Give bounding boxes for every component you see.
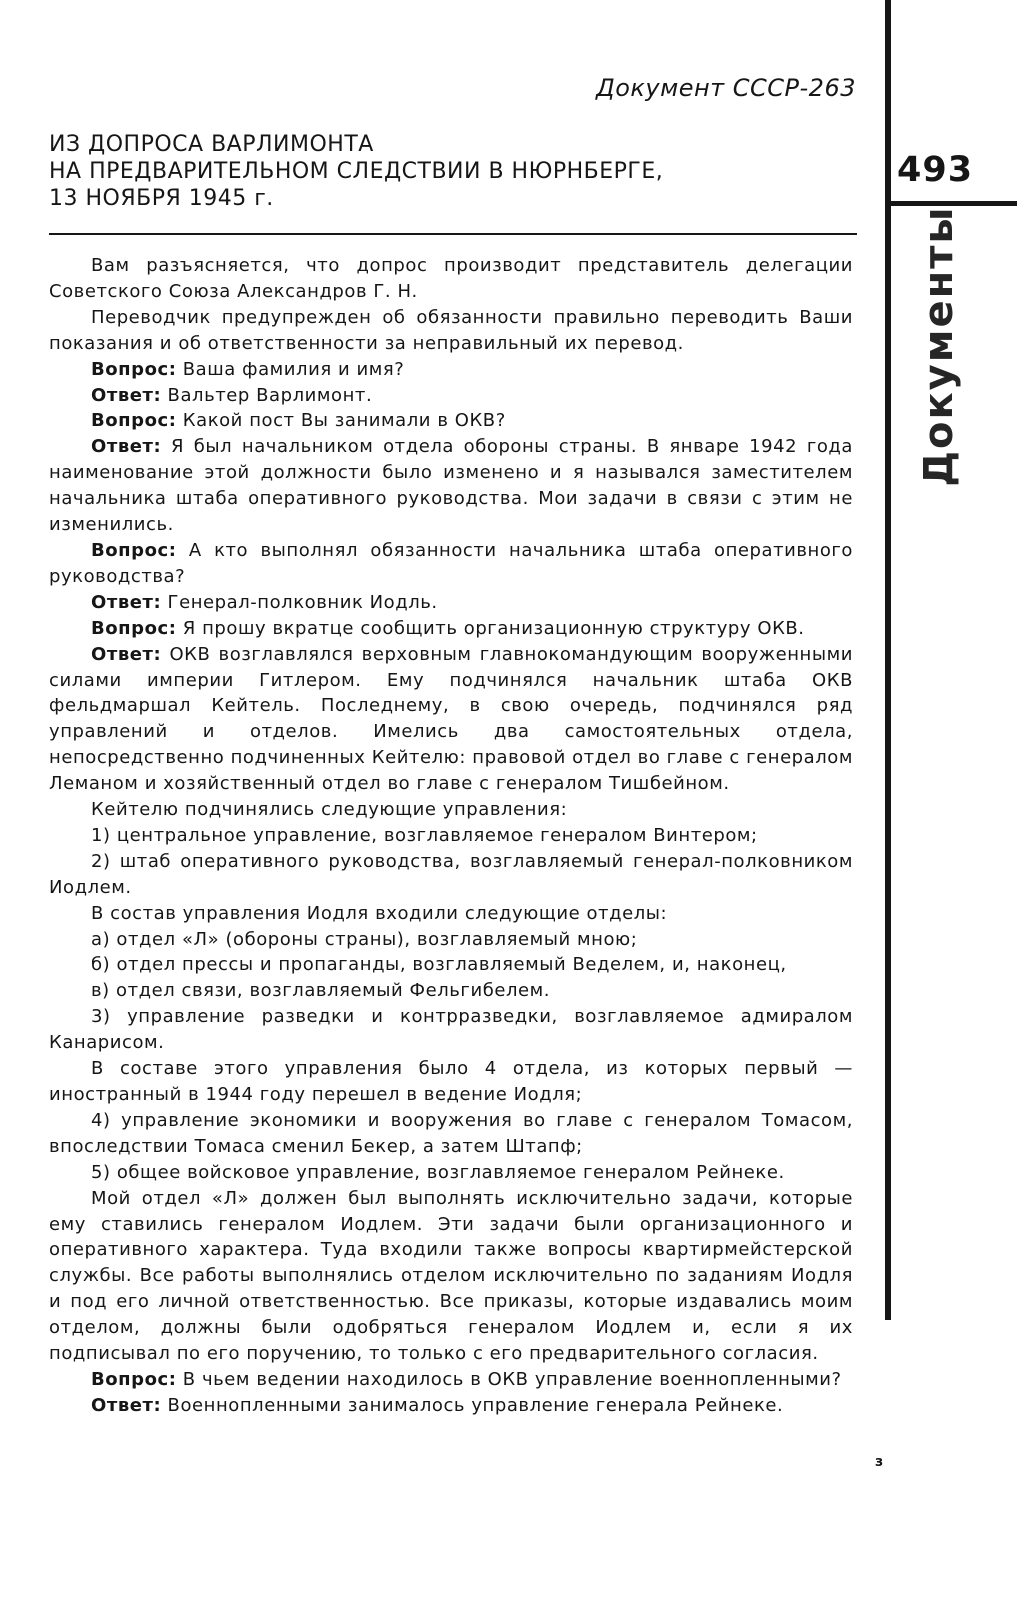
list-item: а) отдел «Л» (обороны страны), возглавляемый мною; [91, 928, 638, 950]
answer-label: Ответ: [91, 384, 162, 406]
list-item: 2) штаб оперативного руководства, возглавляемый генерал-полковником Иодлем. [49, 850, 853, 898]
title-line: 13 НОЯБРЯ 1945 г. [49, 186, 274, 211]
answer-label: Ответ: [91, 591, 162, 613]
question-label: Вопрос: [91, 539, 177, 561]
question-paragraph: Вопрос: А кто выполнял обязанности начальника штаба оперативного руководства? [49, 539, 853, 587]
answer-label: Ответ: [91, 643, 162, 665]
question-paragraph: Вопрос: В чьем ведении находилось в ОКВ управление военнопленными? [91, 1368, 842, 1390]
stray-mark: з [875, 1454, 884, 1470]
question-label: Вопрос: [91, 1368, 177, 1390]
document-reference: Документ СССР-263 [595, 74, 856, 102]
answer-paragraph: Ответ: Вальтер Варлимонт. [91, 384, 373, 406]
paragraph: В составе этого управления было 4 отдела, из которых первый — иностранный в 1944 году перешел в ведение Иодля; [49, 1058, 853, 1105]
paragraph: В состав управления Иодля входили следующие отделы: [91, 902, 668, 924]
question-paragraph: Вопрос: Какой пост Вы занимали в ОКВ? [91, 410, 506, 432]
title-line: ИЗ ДОПРОСА ВАРЛИМОНТА [49, 132, 374, 157]
margin-vertical-rule [885, 0, 891, 1320]
answer-label: Ответ: [91, 436, 162, 458]
list-item: 3) управление разведки и контрразведки, возглавляемое адмиралом Канарисом. [49, 1006, 853, 1054]
answer-paragraph: Ответ: ОКВ возглавлялся верховным главнокомандующим вооруженными силами империи Гитлером. Ему подчинялся начальник штаба ОКВ фельдмаршал Кейтель. Последнему, в свою очередь, подчинялся ряд управлений и отделов. Имелись два самостоятельных отдела, непосредственно подчиненных Кейтелю: правовой отдел во главе с генералом Леманом и хозяйственный отдел во главе с генералом Тишбейном. [49, 643, 853, 795]
question-label: Вопрос: [91, 410, 177, 432]
list-item: в) отдел связи, возглавляемый Фельгибелем. [91, 980, 551, 1002]
answer-paragraph: Ответ: Я был начальником отдела обороны страны. В январе 1942 года наименование этой должности было изменено и я назывался заместителем начальника штаба оперативного руководства. Мои задачи в связи с этим не изменились. [49, 436, 853, 536]
title-divider [49, 233, 857, 235]
question-paragraph: Вопрос: Ваша фамилия и имя? [91, 358, 405, 380]
section-label-text: Документы [916, 205, 962, 487]
paragraph: Вам разъясняется, что допрос производит представитель делегации Советского Союза Александров Г. Н. [49, 255, 853, 302]
answer-label: Ответ: [91, 1394, 162, 1416]
section-label [914, 205, 964, 487]
interrogation-text [49, 253, 853, 1419]
question-label: Вопрос: [91, 358, 177, 380]
paragraph: Мой отдел «Л» должен был выполнять исключительно задачи, которые ему ставились генералом Иодлем. Эти задачи были организационного и оперативного характера. Туда входили также вопросы квартирмейстерской службы. Все работы выполнялись отделом исключительно по заданиям Иодля и под его личной ответственностью. Все приказы, которые издавались моим отделом, должны были одобряться генералом Иодлем и, если я их подписывал по его поручению, то только с его предварительного согласия. [49, 1187, 853, 1365]
page-number: 493 [897, 150, 974, 190]
list-item: 1) центральное управление, возглавляемое генералом Винтером; [91, 824, 758, 846]
document-title [49, 131, 859, 212]
answer-paragraph: Ответ: Генерал-полковник Иодль. [91, 591, 438, 613]
list-item: б) отдел прессы и пропаганды, возглавляемый Веделем, и, наконец, [91, 954, 787, 976]
question-paragraph: Вопрос: Я прошу вкратце сообщить организационную структуру ОКВ. [91, 617, 805, 639]
paragraph: Переводчик предупрежден об обязанности правильно переводить Ваши показания и об ответственности за неправильный их перевод. [49, 306, 853, 354]
title-line: НА ПРЕДВАРИТЕЛЬНОМ СЛЕДСТВИИ В НЮРНБЕРГЕ, [49, 159, 664, 184]
answer-paragraph: Ответ: Военнопленными занималось управление генерала Рейнеке. [91, 1394, 784, 1416]
list-item: 5) общее войсковое управление, возглавляемое генералом Рейнеке. [91, 1161, 785, 1183]
question-label: Вопрос: [91, 617, 177, 639]
list-item: 4) управление экономики и вооружения во главе с генералом Томасом, впоследствии Томаса сменил Бекер, а затем Штапф; [49, 1109, 853, 1157]
paragraph: Кейтелю подчинялись следующие управления: [91, 799, 568, 821]
